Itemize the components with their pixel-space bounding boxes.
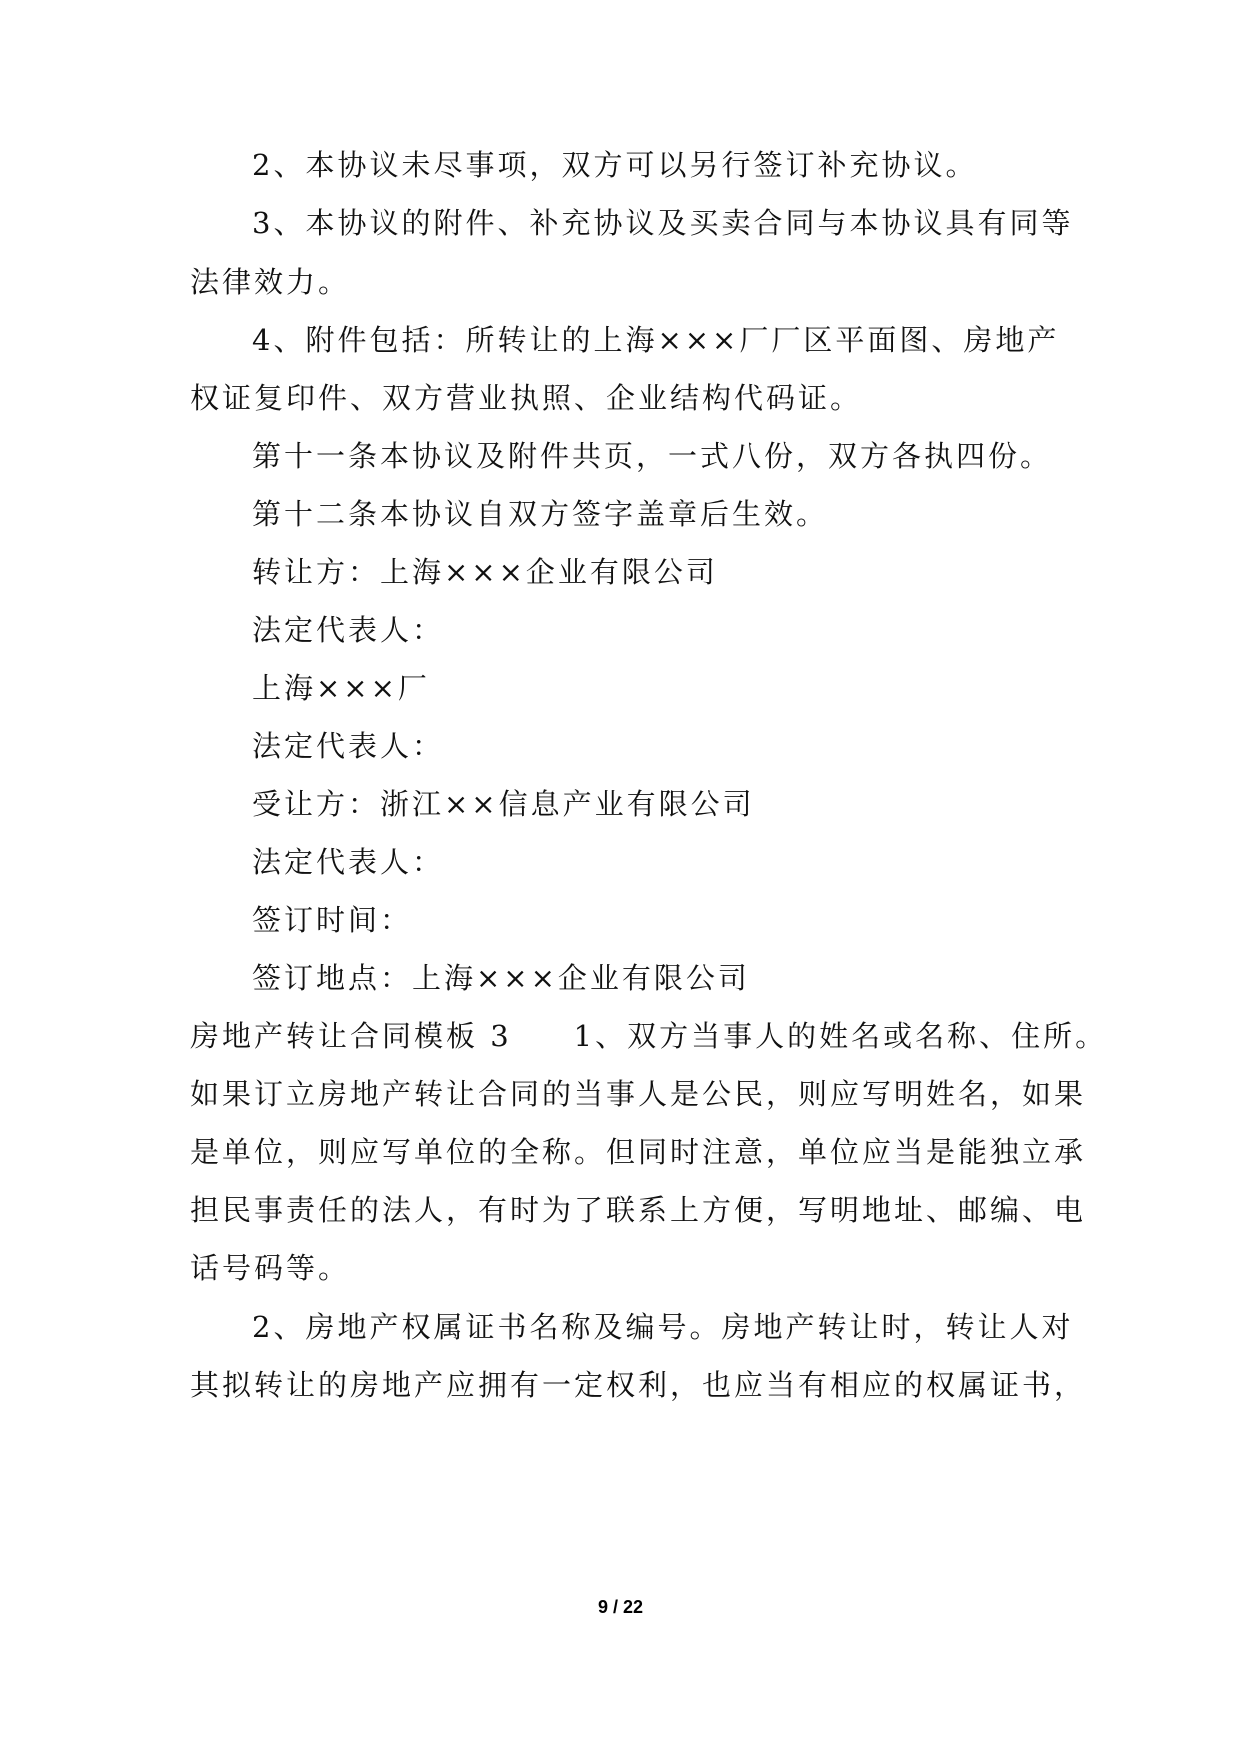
paragraph-line: 如果订立房地产转让合同的当事人是公民，则应写明姓名，如果 <box>190 1077 1087 1111</box>
paragraph-line: 3、本协议的附件、补充协议及买卖合同与本协议具有同等 <box>252 206 1074 240</box>
paragraph-line: 受让方：浙江××信息产业有限公司 <box>252 787 755 821</box>
paragraph-line: 4、附件包括：所转让的上海×××厂厂区平面图、房地产 <box>252 323 1060 357</box>
paragraph-line: 签订地点：上海×××企业有限公司 <box>252 961 750 995</box>
paragraph-line: 法定代表人： <box>252 613 445 647</box>
paragraph-line: 话号码等。 <box>190 1251 351 1285</box>
paragraph-line: 第十一条本协议及附件共页，一式八份，双方各执四份。 <box>252 439 1053 473</box>
paragraph-line: 是单位，则应写单位的全称。但同时注意，单位应当是能独立承 <box>190 1135 1087 1169</box>
paragraph-line: 转让方：上海×××企业有限公司 <box>252 555 718 589</box>
paragraph-line: 2、房地产权属证书名称及编号。房地产转让时，转让人对 <box>252 1310 1074 1344</box>
paragraph-line: 法定代表人： <box>252 729 445 763</box>
paragraph-text: 1、双方当事人的姓名或名称、住所。 <box>573 1019 1108 1053</box>
paragraph-line: 权证复印件、双方营业执照、企业结构代码证。 <box>190 381 863 415</box>
paragraph-line: 上海×××厂 <box>252 671 430 705</box>
paragraph-line: 签订时间： <box>252 903 413 937</box>
paragraph-line: 2、本协议未尽事项，双方可以另行签订补充协议。 <box>252 148 978 182</box>
paragraph-line: 担民事责任的法人，有时为了联系上方便，写明地址、邮编、电 <box>190 1193 1087 1227</box>
paragraph-line: 法定代表人： <box>252 845 445 879</box>
section-heading-line <box>190 1016 1108 1056</box>
page-number: 9 / 22 <box>597 1597 644 1617</box>
section-title: 房地产转让合同模板 3 <box>190 1019 512 1053</box>
paragraph-line: 其拟转让的房地产应拥有一定权利，也应当有相应的权属证书， <box>190 1368 1087 1402</box>
paragraph-line: 第十二条本协议自双方签字盖章后生效。 <box>252 497 829 531</box>
paragraph-line: 法律效力。 <box>190 265 351 299</box>
